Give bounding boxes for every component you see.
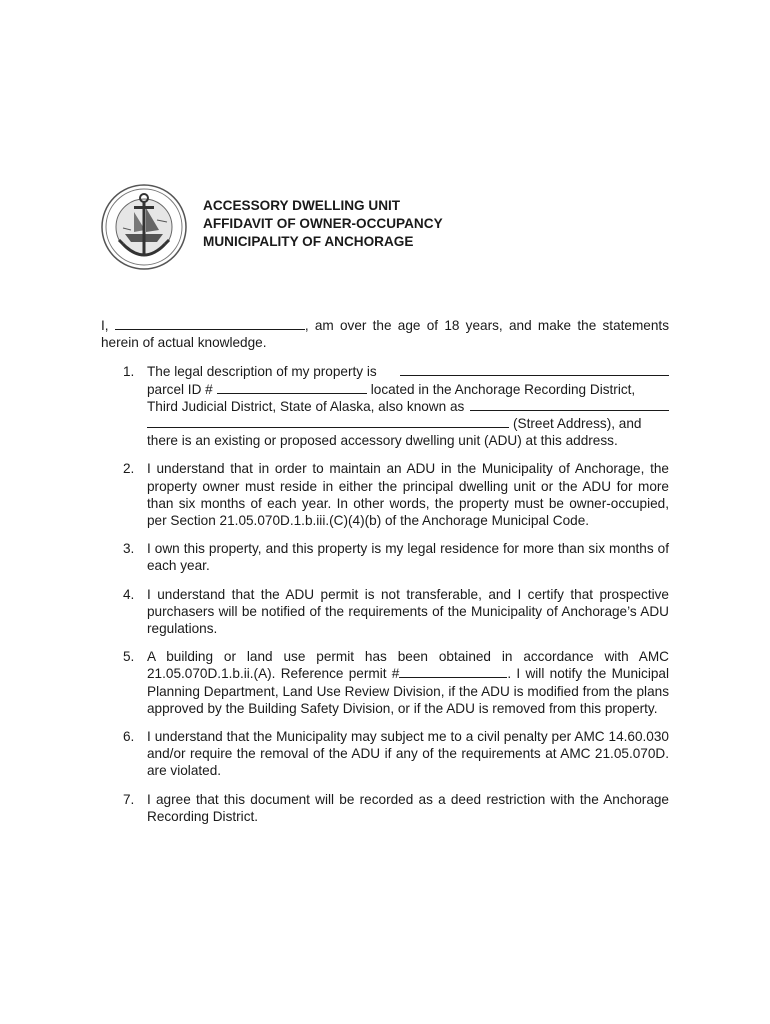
item-5-text-b: . I will notify the Municipal Planning Department, Land Use Review Division, if the ADU is modified from the plans approved by the Building Safety Division, or if the ADU is removed from this property. [147,666,670,716]
list-item [101,648,669,717]
item-1-text-d: Third Judicial District, State of Alaska, also known as [147,398,465,414]
list-item [101,728,669,780]
title-line-3: MUNICIPALITY OF ANCHORAGE [203,234,414,249]
affidavit-body [101,317,669,836]
item-number: 1. [123,364,135,380]
item-text: I understand that the ADU permit is not transferable, and I certify that prospective purchasers will be notified of the requirements of the Municipality of Anchorage’s ADU regulations. [147,586,669,637]
item-number: 3. [123,541,135,557]
also-known-as-blank[interactable] [470,398,669,411]
title-line-2: AFFIDAVIT OF OWNER-OCCUPANCY [203,216,443,231]
item-text: I understand that the Municipality may subject me to a civil penalty per AMC 14.60.030 and/or require the removal of the ADU if any of the requirements at AMC 21.05.070D. are violated. [147,729,669,779]
item-number: 7. [123,791,135,807]
street-address-blank[interactable] [147,415,509,428]
document-title [203,197,443,251]
item-1-text-a: The legal description of my property is [147,364,377,380]
item-text: I agree that this document will be recorded as a deed restriction with the Anchorage Recording District. [147,791,669,824]
item-number: 6. [123,729,135,745]
item-number: 4. [123,586,135,602]
item-1-text-e: (Street Address), and [513,416,642,432]
title-line-1: ACCESSORY DWELLING UNIT [203,198,401,213]
intro-rest: , am over the age of 18 years, and make the statements herein of actual knowledge. [101,318,669,351]
list-item [101,540,669,574]
parcel-id-blank[interactable] [217,381,367,394]
legal-description-blank[interactable] [400,363,669,376]
item-1-text-c: located in the Anchorage Recording District, [370,381,636,397]
list-item [101,363,669,449]
item-number: 2. [123,461,135,477]
statements-list [101,363,669,825]
intro-prefix: I, [101,318,109,333]
item-5-text-a: A building or land use permit has been obtained in accordance with AMC 21.05.070D.1.b.ii.(A). Reference permit # [147,649,669,682]
item-1-text-f: there is an existing or proposed accessory dwelling unit (ADU) at this address. [147,433,618,449]
item-1-text-b: parcel ID # [147,381,213,397]
reference-permit-blank[interactable] [399,665,507,678]
item-number: 5. [123,649,135,665]
item-text: I understand that in order to maintain an ADU in the Municipality of Anchorage, the property owner must reside in either the principal dwelling unit or the ADU for more than six months of each year. In other words, the property must be owner-occupied, per Section 21.05.070D.1.b.iii.(C)(4)(b) of the Anchorage Municipal Code. [147,461,669,529]
list-item [101,791,669,825]
municipality-seal [101,184,187,270]
list-item [101,586,669,638]
anchor-seal-icon [101,184,187,270]
item-text: I own this property, and this property is my legal residence for more than six months of each year. [147,541,669,574]
owner-name-blank[interactable] [115,317,305,330]
list-item [101,460,669,529]
intro-paragraph [101,317,669,351]
